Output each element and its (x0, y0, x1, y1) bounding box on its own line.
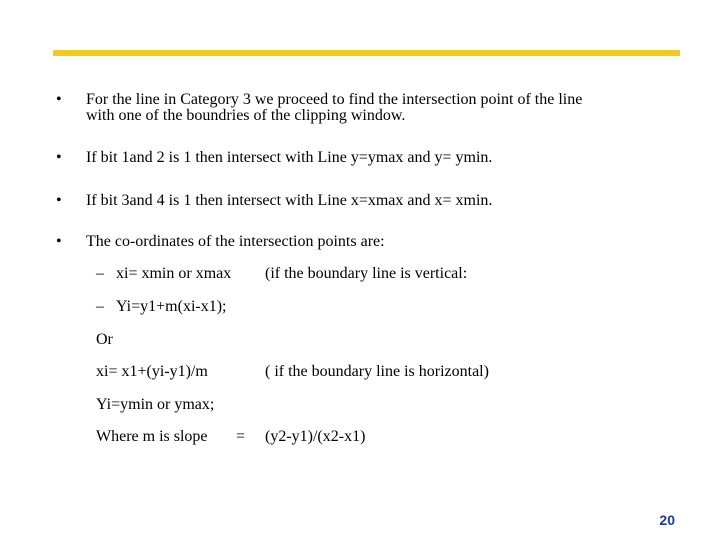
sub-dash-marker: – (96, 265, 104, 282)
sub-yi-text: Yi=y1+m(xi-x1); (116, 298, 227, 315)
bullet-marker: • (56, 233, 62, 250)
page-number: 20 (659, 512, 675, 528)
bullet-1-line-1: For the line in Category 3 we proceed to find the intersection point of the line (86, 91, 583, 108)
yi-formula: Yi=ymin or ymax; (96, 396, 215, 413)
bullet-marker: • (56, 192, 62, 209)
or-label: Or (96, 331, 113, 348)
bullet-marker: • (56, 149, 62, 166)
bullet-marker: • (56, 91, 62, 108)
slope-formula: (y2-y1)/(x2-x1) (265, 428, 366, 445)
bullet-1-line-2: with one of the boundries of the clipping window. (86, 107, 406, 124)
bullet-2-text: If bit 1and 2 is 1 then intersect with Line y=ymax and y= ymin. (86, 149, 493, 166)
sub-xi-note: (if the boundary line is vertical: (265, 265, 468, 282)
accent-bar (53, 50, 680, 56)
bullet-4-text: The co-ordinates of the intersection points are: (86, 233, 385, 250)
xi-formula: xi= x1+(yi-y1)/m (96, 363, 208, 380)
where-label: Where m is slope (96, 428, 208, 445)
xi-formula-note: ( if the boundary line is horizontal) (265, 363, 489, 380)
equals-sign: = (236, 428, 246, 445)
bullet-3-text: If bit 3and 4 is 1 then intersect with Line x=xmax and x= xmin. (86, 192, 493, 209)
sub-dash-marker: – (96, 298, 104, 315)
sub-xi-text: xi= xmin or xmax (116, 265, 232, 282)
